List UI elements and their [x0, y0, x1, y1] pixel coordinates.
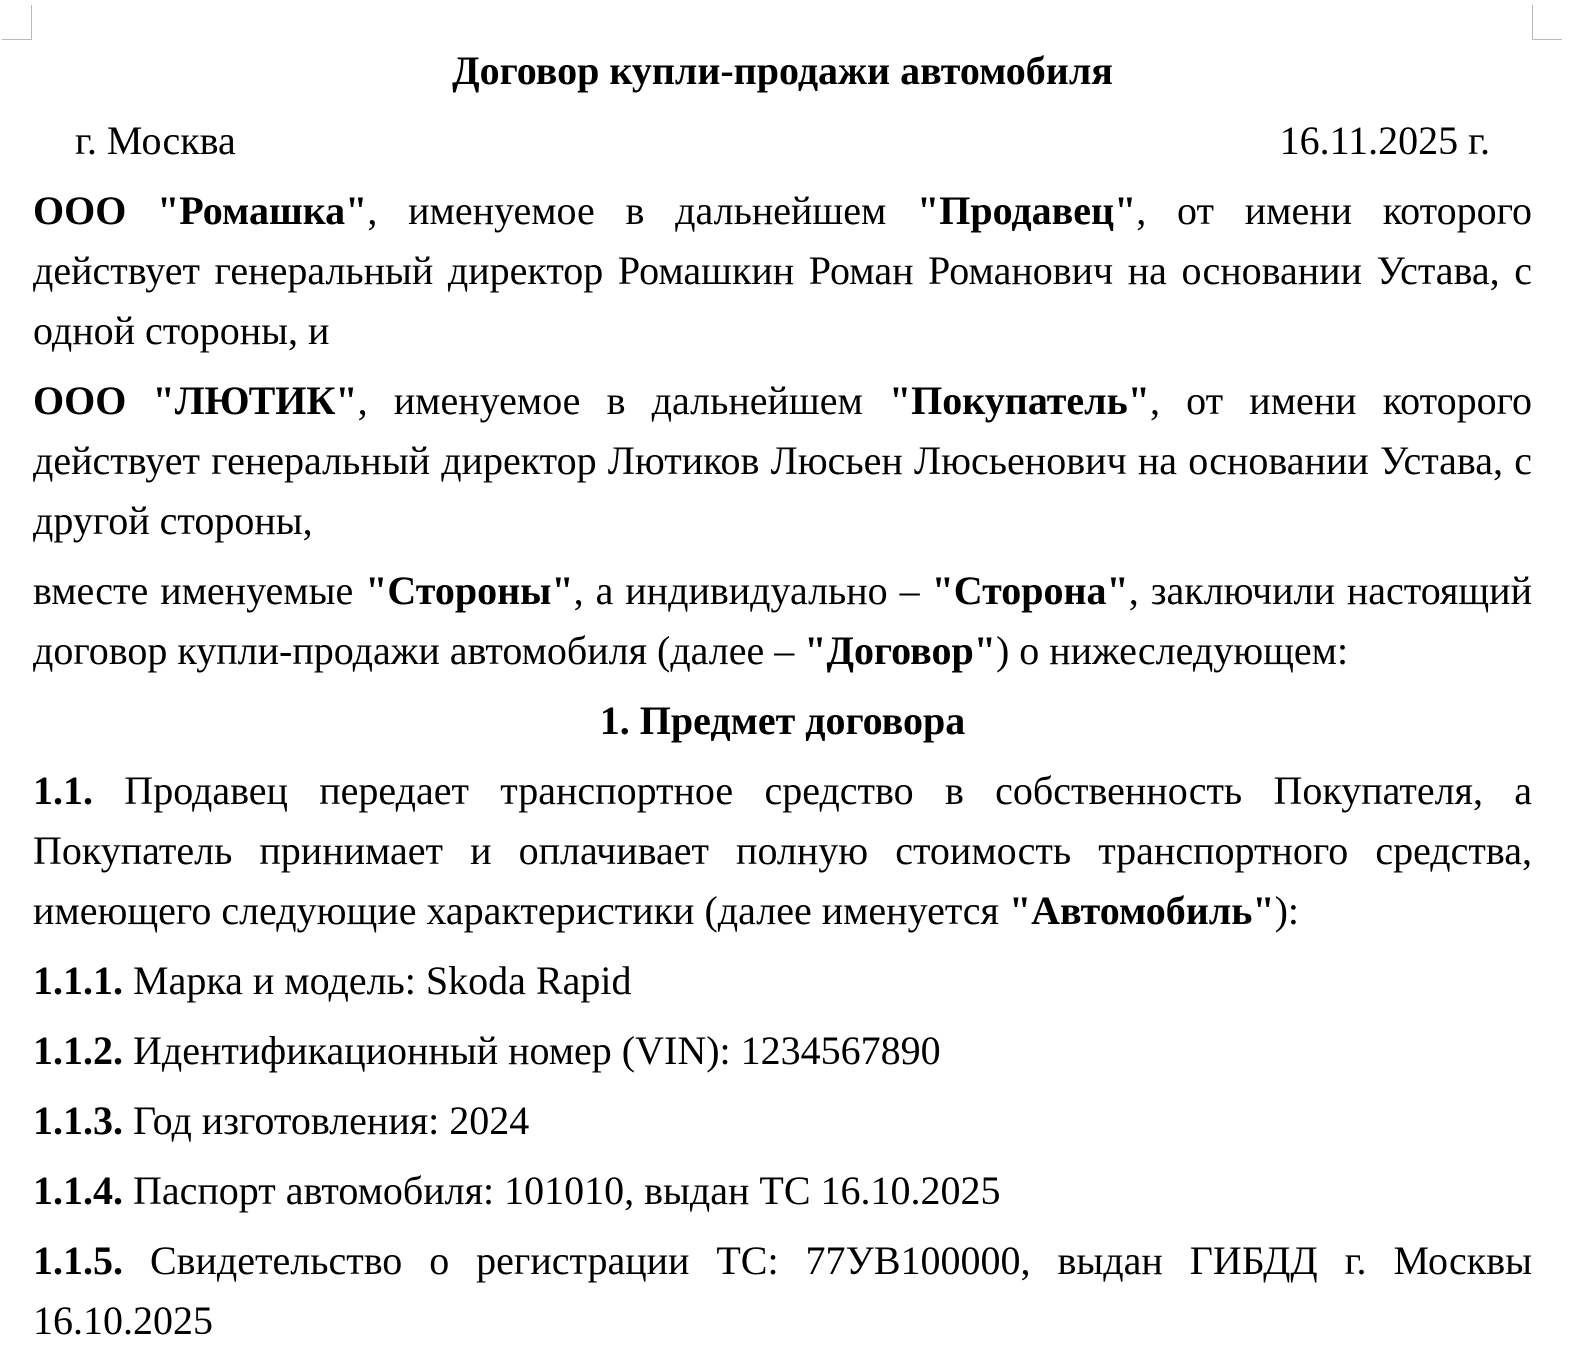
paragraph	[33, 1021, 1532, 1081]
text-run: Свидетельство о регистрации ТС: 77УВ100000, выдан ГИБДД г. Москвы 16.10.2025	[33, 1238, 1532, 1343]
bold-text-run: 1.1.1.	[33, 958, 123, 1003]
text-run: Идентификационный номер (VIN): 1234567890	[123, 1028, 941, 1073]
bold-text-run: "Стороны"	[365, 568, 574, 613]
text-run: , от имени которого действует генеральный директор Ромашкин Роман Романович на основании Устава, с одной стороны, и	[33, 188, 1533, 353]
bold-text-run: "Сторона"	[931, 568, 1129, 613]
bold-text-run: ООО "ЛЮТИК"	[33, 378, 358, 423]
bold-text-run: 1. Предмет договора	[599, 698, 966, 743]
paragraph	[33, 1161, 1532, 1221]
paragraph	[33, 561, 1532, 681]
bold-text-run: "Автомобиль"	[1008, 888, 1275, 933]
bold-text-run: "Договор"	[804, 628, 996, 673]
bold-text-run: "Покупатель"	[888, 378, 1150, 423]
text-run: Продавец передает транспортное средство в собственность Покупателя, а Покупатель принимает и оплачивает полную стоимость транспортного средства, имеющего следующие характеристики (далее именуется	[33, 768, 1532, 933]
text-run: , заключили настоящий договор купли-продажи автомобиля (далее –	[33, 568, 1532, 673]
paragraph	[33, 1231, 1532, 1351]
bold-text-run: 1.1.2.	[33, 1028, 123, 1073]
bold-text-run: 1.1.3.	[33, 1098, 123, 1143]
text-run: ):	[1274, 888, 1299, 933]
text-run: Год изготовления: 2024	[123, 1098, 530, 1143]
dateline	[33, 111, 1532, 171]
bold-text-run: 1.1.5.	[33, 1238, 123, 1283]
paragraph	[33, 951, 1532, 1011]
text-run: ) о нижеследующем:	[995, 628, 1349, 673]
bold-text-run: 1.1.	[33, 768, 93, 813]
paragraph	[33, 761, 1532, 941]
text-run: , именуемое в дальнейшем	[357, 378, 889, 423]
paragraph	[33, 1091, 1532, 1151]
text-run: Марка и модель: Skoda Rapid	[123, 958, 632, 1003]
text-run: , именуемое в дальнейшем	[367, 188, 918, 233]
bold-text-run: "Продавец"	[917, 188, 1137, 233]
section-heading	[33, 691, 1532, 751]
dateline-place: г. Москва	[75, 118, 236, 163]
text-run: Паспорт автомобиля: 101010, выдан ТС 16.10.2025	[123, 1168, 1001, 1213]
dateline-date: 16.11.2025 г.	[1279, 118, 1490, 163]
text-run: , а индивидуально –	[573, 568, 932, 613]
bold-text-run: 1.1.4.	[33, 1168, 123, 1213]
text-run: , от имени которого действует генеральный директор Лютиков Люсьен Люсьенович на основании Устава, с другой стороны,	[33, 378, 1533, 543]
paragraph	[33, 181, 1532, 361]
document-blocks	[33, 181, 1532, 1351]
document-title: Договор купли-продажи автомобиля	[452, 48, 1113, 93]
text-run: вместе именуемые	[33, 568, 366, 613]
paragraph	[33, 371, 1532, 551]
bold-text-run: ООО "Ромашка"	[33, 188, 368, 233]
